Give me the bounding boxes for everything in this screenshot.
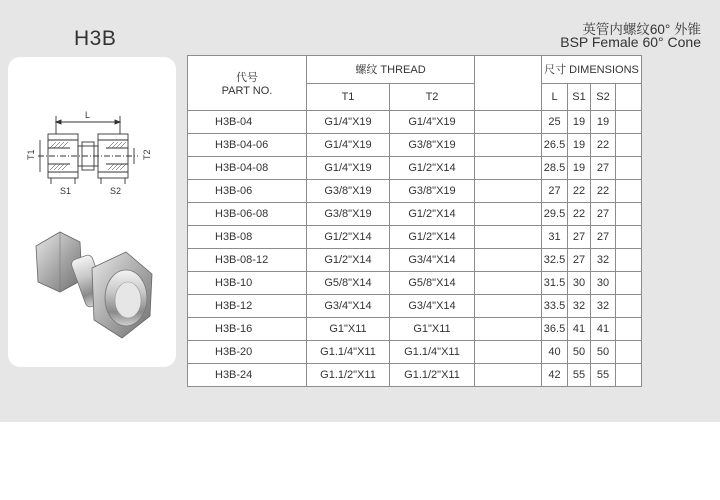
table-row (188, 249, 642, 272)
t1-cell: G1/4"X19 (307, 111, 390, 134)
table-row (188, 341, 642, 364)
table-row (188, 364, 642, 387)
part-no-cell: H3B-10 (188, 272, 307, 295)
t1-cell: G1.1/4"X11 (307, 341, 390, 364)
blank-cell (616, 180, 642, 203)
part-no-cell: H3B-06 (188, 180, 307, 203)
part-no-header-cn: 代号 (236, 72, 258, 84)
t2-cell: G1"X11 (390, 318, 475, 341)
blank-cell (616, 295, 642, 318)
blank-cell (616, 203, 642, 226)
l-cell: 40 (542, 341, 568, 364)
s2-cell: 55 (591, 364, 616, 387)
t1-cell: G1/2"X14 (307, 249, 390, 272)
blank-cell (616, 272, 642, 295)
blank-cell (475, 249, 542, 272)
blank-cell (475, 226, 542, 249)
s2-cell: 27 (591, 226, 616, 249)
l-cell: 31.5 (542, 272, 568, 295)
blank-cell (475, 341, 542, 364)
s1-cell: 27 (568, 226, 591, 249)
blank-cell (616, 157, 642, 180)
part-no-cell: H3B-06-08 (188, 203, 307, 226)
l-cell: 42 (542, 364, 568, 387)
l-cell: 36.5 (542, 318, 568, 341)
l-cell: 31 (542, 226, 568, 249)
s1-cell: 32 (568, 295, 591, 318)
t2-cell: G3/4"X14 (390, 249, 475, 272)
s1-cell: 41 (568, 318, 591, 341)
l-cell: 25 (542, 111, 568, 134)
blank-cell (475, 134, 542, 157)
blank-cell (475, 111, 542, 134)
s1-cell: 19 (568, 157, 591, 180)
blank-cell (616, 341, 642, 364)
t1-cell: G1/4"X19 (307, 134, 390, 157)
product-title-cn: 英管内螺纹60° 外锥 (582, 22, 701, 37)
blank-cell (616, 364, 642, 387)
l-cell: 28.5 (542, 157, 568, 180)
s2-cell: 27 (591, 157, 616, 180)
dimensions-table (187, 55, 642, 387)
part-no-header-en: PART NO. (221, 85, 273, 97)
t2-cell: G3/8"X19 (390, 134, 475, 157)
t2-cell: G1.1/2"X11 (390, 364, 475, 387)
s2-cell: 19 (591, 111, 616, 134)
table-row (188, 272, 642, 295)
part-no-cell: H3B-08 (188, 226, 307, 249)
t2-header: T2 (390, 83, 475, 111)
t1-cell: G3/8"X19 (307, 180, 390, 203)
table-row (188, 203, 642, 226)
dim-label-l: L (85, 110, 91, 120)
dim-label-s2: S2 (110, 186, 122, 196)
s2-cell: 22 (591, 180, 616, 203)
l-cell: 26.5 (542, 134, 568, 157)
l-cell: 32.5 (542, 249, 568, 272)
blank-cell (475, 364, 542, 387)
s2-cell: 32 (591, 295, 616, 318)
part-no-header (188, 56, 307, 111)
s1-cell: 50 (568, 341, 591, 364)
t1-cell: G1/2"X14 (307, 226, 390, 249)
t2-cell: G3/8"X19 (390, 180, 475, 203)
blank-cell (475, 295, 542, 318)
part-no-cell: H3B-04 (188, 111, 307, 134)
part-no-cell: H3B-16 (188, 318, 307, 341)
blank-cell (475, 272, 542, 295)
s1-cell: 22 (568, 180, 591, 203)
blank-cell (475, 157, 542, 180)
table-body (188, 111, 642, 387)
t2-cell: G1.1/4"X11 (390, 341, 475, 364)
part-no-cell: H3B-04-08 (188, 157, 307, 180)
l-cell: 27 (542, 180, 568, 203)
table-header-row (188, 56, 642, 84)
part-no-cell: H3B-04-06 (188, 134, 307, 157)
table-row (188, 134, 642, 157)
fitting-photo (30, 228, 155, 343)
table-row (188, 111, 642, 134)
t1-cell: G1/4"X19 (307, 157, 390, 180)
blank-cell (475, 318, 542, 341)
blank-cell (616, 111, 642, 134)
s1-cell: 55 (568, 364, 591, 387)
dimensions-header: 尺寸 DIMENSIONS (542, 56, 642, 84)
s2-cell: 30 (591, 272, 616, 295)
t1-cell: G5/8"X14 (307, 272, 390, 295)
thread-header: 螺纹 THREAD (307, 56, 475, 84)
s1-header: S1 (568, 83, 591, 111)
s2-cell: 27 (591, 203, 616, 226)
l-cell: 29.5 (542, 203, 568, 226)
s1-cell: 27 (568, 249, 591, 272)
t2-cell: G1/2"X14 (390, 157, 475, 180)
s1-cell: 30 (568, 272, 591, 295)
t1-cell: G1"X11 (307, 318, 390, 341)
t1-header: T1 (307, 83, 390, 111)
s2-cell: 32 (591, 249, 616, 272)
blank-header-cell (475, 56, 542, 111)
l-cell: 33.5 (542, 295, 568, 318)
t2-cell: G1/2"X14 (390, 203, 475, 226)
t1-cell: G1.1/2"X11 (307, 364, 390, 387)
l-header: L (542, 83, 568, 111)
table-row (188, 318, 642, 341)
t1-cell: G3/4"X14 (307, 295, 390, 318)
table-row (188, 295, 642, 318)
product-code: H3B (74, 27, 117, 50)
t2-cell: G1/2"X14 (390, 226, 475, 249)
blank-dim-header (616, 83, 642, 111)
t2-cell: G3/4"X14 (390, 295, 475, 318)
table-row (188, 226, 642, 249)
part-no-cell: H3B-08-12 (188, 249, 307, 272)
blank-cell (616, 226, 642, 249)
s1-cell: 22 (568, 203, 591, 226)
dim-label-t1: T1 (26, 149, 36, 160)
s2-cell: 50 (591, 341, 616, 364)
s2-cell: 22 (591, 134, 616, 157)
part-no-cell: H3B-12 (188, 295, 307, 318)
blank-cell (616, 318, 642, 341)
s1-cell: 19 (568, 134, 591, 157)
dim-label-t2: T2 (142, 149, 152, 160)
part-no-cell: H3B-20 (188, 341, 307, 364)
table-row (188, 157, 642, 180)
s2-header: S2 (591, 83, 616, 111)
technical-drawing (18, 104, 158, 196)
table-row (188, 180, 642, 203)
blank-cell (616, 134, 642, 157)
blank-cell (616, 249, 642, 272)
blank-cell (475, 203, 542, 226)
blank-cell (475, 180, 542, 203)
s2-cell: 41 (591, 318, 616, 341)
t1-cell: G3/8"X19 (307, 203, 390, 226)
s1-cell: 19 (568, 111, 591, 134)
t2-cell: G1/4"X19 (390, 111, 475, 134)
product-title-en: BSP Female 60° Cone (560, 34, 701, 50)
part-no-cell: H3B-24 (188, 364, 307, 387)
t2-cell: G5/8"X14 (390, 272, 475, 295)
dim-label-s1: S1 (60, 186, 72, 196)
